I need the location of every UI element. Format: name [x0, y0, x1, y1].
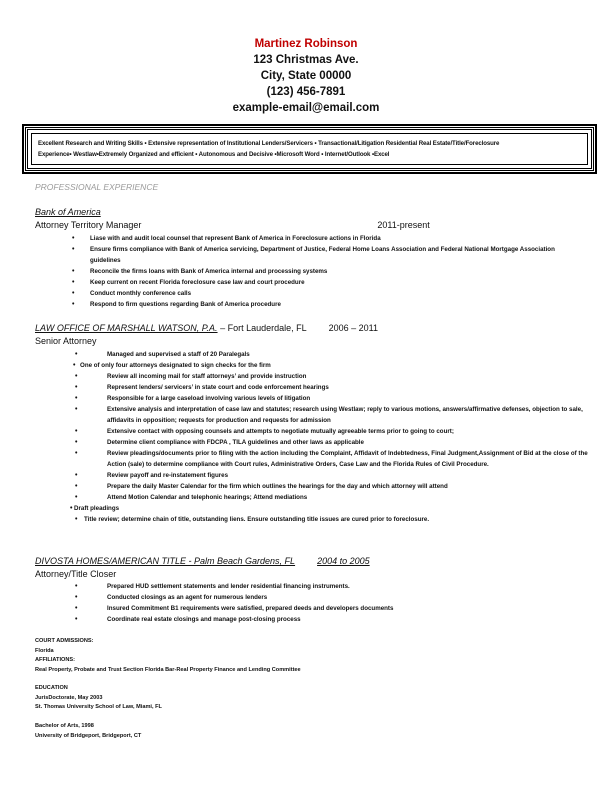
bullet-item [75, 603, 595, 614]
admissions-affiliations [35, 637, 595, 675]
bullet-item [75, 382, 595, 393]
admissions-value: Florida [35, 647, 54, 654]
candidate-name: Martinez Robinson [254, 38, 358, 50]
bullet-icon: • [72, 268, 75, 275]
bullet-item [75, 360, 595, 371]
affiliations-value: Real Property, Probate and Trust Section Florida Bar-Real Property Finance and Lending Committee [35, 666, 301, 673]
job-dates: 2004 to 2005 [317, 556, 370, 566]
bullet-text: Managed and supervised a staff of 20 Paralegals [107, 351, 250, 358]
degree-jd: JurisDoctorate, May 2003 [35, 694, 103, 701]
job-dates: 2011-present [377, 220, 430, 230]
bullet-item [72, 288, 555, 299]
bullet-icon: • [75, 351, 78, 358]
email: example-email@email.com [232, 102, 380, 114]
bullet-text: Represent lenders/ servicers’ in state court and code enforcement hearings [107, 384, 329, 391]
job-marshall-watson [35, 322, 595, 525]
skills-line: Experience• Westlaw•Extremely Organized and efficient • Autonomous and Decisive •Microsoft Word • Internet/Outlook •Excel [38, 151, 390, 158]
bullet-icon: • [75, 594, 78, 601]
job-dates: 2006 – 2011 [328, 323, 379, 333]
bullet-text: Insured Commitment B1 requirements were satisfied, prepared deeds and developers documents [107, 605, 394, 612]
bullet-text: Attend Motion Calendar and telephonic hearings; Attend mediations [107, 494, 308, 501]
bullet-text: Conduct monthly conference calls [90, 290, 192, 297]
school-ba: University of Bridgeport, Bridgeport, CT [35, 732, 142, 739]
admissions-title: COURT ADMISSIONS: [35, 638, 94, 644]
address: 123 Christmas Ave. [253, 54, 359, 66]
bullet-item [75, 448, 595, 470]
job-role: Attorney Territory Manager [35, 220, 142, 230]
bullet-item [75, 404, 595, 426]
bullet-item [72, 277, 555, 288]
bullet-icon: • [72, 279, 75, 286]
bullet-item [75, 470, 595, 481]
bullet-item [72, 233, 555, 244]
bullet-icon: • [75, 516, 78, 523]
bullet-item [75, 614, 595, 625]
bullet-icon: • [75, 494, 78, 501]
bullet-icon: • [75, 384, 78, 391]
bullet-icon: • [75, 439, 78, 446]
affiliations-title: AFFILIATIONS: [35, 657, 75, 663]
bullet-icon: • [75, 605, 78, 612]
degree-ba: Bachelor of Arts, 1998 [35, 723, 94, 729]
company-name: DIVOSTA HOMES/AMERICAN TITLE - Palm Beach Gardens, FL [35, 556, 296, 566]
education-title: EDUCATION [35, 685, 68, 691]
bullet-item [75, 349, 595, 360]
bullet-text: Keep current on recent Florida foreclosure case law and court procedure [90, 279, 305, 286]
bullet-item [72, 244, 555, 266]
job-bank-of-america [35, 206, 595, 310]
bullet-item [72, 299, 555, 310]
city-state: City, State 00000 [260, 70, 352, 82]
bullet-text: Review all incoming mail for staff attorneys’ and provide instruction [107, 373, 307, 380]
company-name: LAW OFFICE OF MARSHALL WATSON, P.A. [35, 323, 218, 333]
school-jd: St. Thomas University School of Law, Miami, FL [35, 704, 162, 710]
bullet-item [75, 371, 595, 382]
job-divosta [35, 555, 595, 625]
bullet-icon: • [75, 450, 78, 457]
bullet-text: Title review; determine chain of title, outstanding liens. Ensure outstanding title issues are cured prior to foreclosure. [84, 516, 430, 523]
bullet-icon: • [73, 362, 76, 369]
bullet-item [75, 492, 595, 503]
bullet-text: Determine client compliance with FDCPA , TILA guidelines and other laws as applicable [107, 439, 364, 446]
bullet-icon: • [75, 616, 78, 623]
bullet-text: Prepare the daily Master Calendar for the firm which outlines the hearings for the day and which attorney will attend [107, 483, 448, 490]
bullet-icon: • [75, 583, 78, 590]
bullet-item [75, 481, 595, 492]
bullet-item [72, 266, 555, 277]
bullet-icon: • [75, 406, 78, 413]
bullet-item [75, 581, 595, 592]
phone: (123) 456-7891 [266, 86, 346, 98]
bullet-icon: • [75, 373, 78, 380]
bullet-text: Extensive analysis and interpretation of case law and statutes; research using Westlaw; reply to various motions, answers/affirmative defenses, objection to sale, affidavits in opposition; requests for production and requests for admission [107, 406, 583, 424]
bullet-icon: • [72, 301, 75, 308]
bullet-text: Draft pleadings [74, 505, 120, 512]
company-name: Bank of America [35, 207, 101, 217]
bullet-text: Responsible for a large caseload involving various levels of litigation [107, 395, 311, 402]
bullet-text: Review pleadings/documents prior to filing with the action including the Complaint, Affidavit of Indebtedness, Final Judgment,Assignment of Bid at the close of the Action (sale) to determine compliance with Court rules, Administrative Orders, Case Law and the Florida Rules of Civil Procedure. [107, 450, 588, 468]
bullet-text: Reconcile the firms loans with Bank of America internal and processing systems [90, 268, 328, 275]
bullet-text: Liase with and audit local counsel that represent Bank of America in Foreclosure actions in Florida [90, 235, 381, 242]
bullet-icon: • [72, 290, 75, 297]
bullet-icon: • [72, 235, 75, 242]
bullet-text: Coordinate real estate closings and manage post-closing process [107, 616, 301, 623]
education [35, 684, 595, 741]
bullet-text: Prepared HUD settlement statements and lender residential financing instruments. [107, 583, 350, 590]
bullet-item [75, 514, 595, 525]
resume-body [35, 181, 595, 741]
bullet-text: Extensive contact with opposing counsels and attempts to negotiate mutually agreeable terms prior to going to court; [107, 428, 454, 435]
contact-header [0, 36, 612, 116]
job-role: Senior Attorney [35, 336, 97, 346]
bullet-icon: • [72, 246, 75, 253]
bullet-text: Conducted closings as an agent for numerous lenders [107, 594, 268, 601]
section-title: PROFESSIONAL EXPERIENCE [35, 182, 159, 192]
bullet-item [75, 426, 595, 437]
job-role: Attorney/Title Closer [35, 569, 117, 579]
skills-box [25, 127, 594, 171]
bullet-item [75, 437, 595, 448]
bullet-text: Review payoff and re-instatement figures [107, 472, 229, 479]
bullet-icon: • [70, 505, 73, 512]
bullet-icon: • [75, 472, 78, 479]
bullet-item [75, 393, 595, 404]
bullet-item [75, 592, 595, 603]
bullet-item [70, 503, 595, 514]
bullet-text: Ensure firms compliance with Bank of America servicing, Department of Justice, Federal Home Loans Association and Federal National Mortgage Association guidelines [90, 246, 555, 264]
bullet-icon: • [75, 395, 78, 402]
skills-line: Excellent Research and Writing Skills • Extensive representation of Institutional Lenders/Servicers • Transactional/Litigation Residential Real Estate/Title/Foreclosure [38, 140, 500, 147]
job-location: – Fort Lauderdale, FL [220, 323, 307, 333]
bullet-text: One of only four attorneys designated to sign checks for the firm [80, 362, 271, 369]
bullet-icon: • [75, 428, 78, 435]
bullet-icon: • [75, 483, 78, 490]
bullet-text: Respond to firm questions regarding Bank of America procedure [90, 301, 281, 308]
